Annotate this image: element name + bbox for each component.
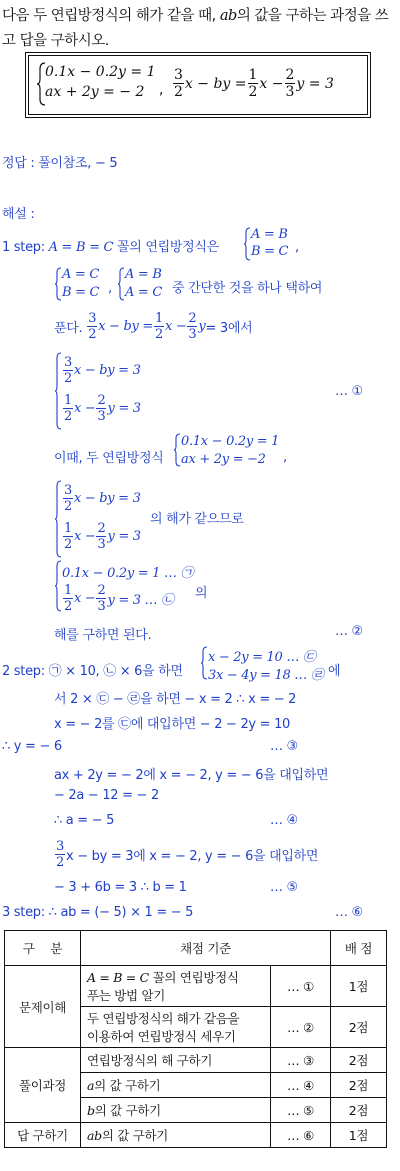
sysA-eq1 [62,356,141,385]
sysD-eq1: 0.1x − 0.2y = 1 … ㉠ [62,566,194,581]
criterion-text: 의 값 구하기 [94,1103,161,1118]
answer-value: − 5 [94,156,118,171]
brace-ac2: A = C [125,285,162,300]
question-line-2: 고 답을 구하시오. [2,33,109,49]
line-b2: − 3 + 6b = 3 ∴ b = 1 [54,880,187,895]
question-sys1-eq1: 0.1x − 0.2y = 1 [45,64,156,80]
math-part: y = 3 [107,401,141,416]
fraction: $\frac{2}{3}$ [97,521,106,552]
question-sys2 [172,68,334,99]
comma: , [108,281,112,296]
question-sys2-part1: x − by = [184,75,247,92]
math-part: ab [87,1128,102,1143]
fraction: $\frac{2}{3}$ [188,311,197,342]
sysE-eq2: 3x − 4y = 18 … ㉣ [208,668,324,683]
table-row [5,1048,387,1073]
comma: , [283,450,287,465]
table-row [5,1123,387,1148]
math-part: x − by = 3 [73,491,141,506]
table-mark-cell: … ⑤ [271,1098,331,1123]
table-mark-cell: … ④ [271,1073,331,1098]
question-sys1-eq2: ax + 2y = − 2 [45,84,145,100]
table-criterion-cell [81,1073,271,1098]
brace-icon [54,560,62,612]
sysD-suffix: 의 [195,586,208,601]
step1-label: 1 step: [2,240,49,255]
solve-line [54,312,252,341]
line-b1-text: x − by = 3에 x = − 2, y = − 6을 대입하면 [65,849,319,864]
comma: , [295,240,299,255]
table-criterion-cell [81,1123,271,1148]
step3-line [2,905,193,920]
brace-icon [54,352,62,430]
line-b1 [54,840,318,869]
step2-label: 2 step: [2,664,49,679]
table-header: 구 분 [5,931,81,966]
math-part: a [87,1078,95,1093]
same-text: 의 해가 같으므로 [150,512,244,527]
brace-bc: B = C [251,244,289,259]
now-text: 이때, 두 연립방정식 [54,451,164,466]
math-part: y [198,319,206,334]
line-sub2: x = − 2를 ㉢에 대입하면 − 2 − 2y = 10 [54,717,291,732]
table-header: 배 점 [331,931,387,966]
criterion-text: 푸는 방법 알기 [87,988,165,1003]
sysC-eq2 [62,522,141,551]
math-part: x − [164,319,187,334]
step1-math: A = B = C [48,240,114,255]
fraction: $\frac{1}{2}$ [64,521,72,552]
answer-label: 정답 : 풀이참조, [2,156,95,171]
math-part: y = 3 … ㉡ [107,593,174,608]
table-score-cell: 2점 [331,1007,387,1048]
fraction: $\frac{3}{2}$ [174,67,183,100]
brace-icon [243,227,251,261]
choose-text: 중 간단한 것을 하나 택하여 [172,281,323,296]
table-group-cell: 답 구하기 [5,1123,81,1148]
fraction: $\frac{1}{2}$ [248,67,258,100]
brace-ac: A = C [62,267,99,282]
mark-5: … ⑤ [270,880,298,895]
mark-1: … ① [335,384,363,399]
fraction: $\frac{3}{2}$ [56,839,64,870]
fraction: $\frac{3}{2}$ [88,311,97,342]
table-mark-cell: … ① [271,966,331,1007]
table-score-cell: 2점 [331,1048,387,1073]
math-part: x − [73,529,96,544]
math-part: x − [73,401,96,416]
table-score-cell: 1점 [331,966,387,1007]
brace-ab: A = B [251,227,288,242]
sysB-eq1: 0.1x − 0.2y = 1 [181,434,280,449]
line-a3: ∴ a = − 5 [54,813,115,828]
fraction: $\frac{2}{3}$ [97,393,106,424]
question-comma: , [159,82,164,98]
brace-bc2: B = C [62,285,100,300]
step3-label: 3 step: [2,905,49,920]
fraction: $\frac{2}{3}$ [285,67,295,100]
table-group-cell: 문제이해 [5,966,81,1048]
answer-line [2,152,117,171]
fraction: $\frac{3}{2}$ [64,355,72,386]
table-mark-cell: … ② [271,1007,331,1048]
criterion-text: 의 값 구하기 [94,1078,161,1093]
sysC-eq1 [62,484,141,513]
mark-3: … ③ [270,739,298,754]
solve-text: 푼다. [54,321,83,336]
question-line-1 [2,4,388,25]
sysD-eq2 [62,584,174,613]
brace-icon [54,480,62,558]
question-math-ab: ab [219,8,237,24]
table-score-cell: 2점 [331,1098,387,1123]
table-header-row [5,931,387,966]
fraction: $\frac{2}{3}$ [97,583,106,614]
math-part: b [87,1103,95,1118]
sysE-suffix: 에 [328,664,341,679]
table-score-cell: 1점 [331,1123,387,1148]
scoring-table [4,930,387,1148]
solution-heading: 해설 : [2,207,35,222]
criterion-text: 이용하여 연립방정식 세우기 [87,1029,236,1044]
table-criterion-cell [81,1098,271,1123]
fraction: $\frac{1}{2}$ [64,583,72,614]
step2-line [2,660,183,679]
table-row [5,966,387,1007]
question-sys2-part2: x − [259,75,284,92]
step2-text: ㉠ × 10, ㉡ × 6을 하면 [48,664,183,679]
line-a2: − 2a − 12 = − 2 [54,788,159,803]
fraction: $\frac{1}{2}$ [154,311,163,342]
math-part: x − [73,591,96,606]
table-criterion-cell [81,966,271,1007]
brace-icon [54,267,62,301]
table-mark-cell: … ⑥ [271,1123,331,1148]
line-y: ∴ y = − 6 [2,739,62,754]
table-criterion-cell [81,1007,271,1048]
table-mark-cell: … ③ [271,1048,331,1073]
mark-6: … ⑥ [335,905,363,920]
math-part: x − by = [98,319,153,334]
solve-then: 해를 구하면 된다. [54,628,152,643]
criterion-text: 의 값 구하기 [101,1128,169,1143]
criterion-text: 꼴의 연립방정식 [148,970,239,985]
table-group-cell: 풀이과정 [5,1048,81,1123]
mark-2: … ② [335,624,363,639]
math-part: A = B = C [87,970,149,985]
table-criterion-cell: 연립방정식의 해 구하기 [81,1048,271,1073]
table-score-cell: 2점 [331,1073,387,1098]
eq-suffix: = 3에서 [205,321,253,336]
brace-icon [117,267,125,301]
step1-text: 꼴의 연립방정식은 [113,240,219,255]
brace-icon [200,646,208,680]
brace-icon [173,433,181,467]
line-a1: ax + 2y = − 2에 x = − 2, y = − 6을 대입하면 [54,768,329,783]
question-sys2-part3: y = 3 [296,75,334,92]
fraction: $\frac{3}{2}$ [64,483,72,514]
mark-4: … ④ [270,813,298,828]
question-text-end: 의 값을 구하는 과정을 쓰 [236,8,389,24]
brace-ab2: A = B [125,267,162,282]
math-part: y = 3 [107,529,141,544]
math-part: x − by = 3 [73,363,141,378]
sysE-eq1: x − 2y = 10 … ㉢ [208,650,316,665]
step3-text: ∴ ab = (− 5) × 1 = − 5 [48,905,194,920]
line-sub: 서 2 × ㉢ − ㉣을 하면 − x = 2 ∴ x = − 2 [54,692,297,707]
step1-line [2,236,219,255]
criterion-text: 두 연립방정식의 해가 같음을 [87,1011,240,1026]
fraction: $\frac{1}{2}$ [64,393,72,424]
question-text: 다음 두 연립방정식의 해가 같을 때, [2,8,220,24]
table-header: 채점 기준 [81,931,331,966]
sysB-eq2: ax + 2y = −2 [181,452,266,467]
sysA-eq2 [62,394,141,423]
